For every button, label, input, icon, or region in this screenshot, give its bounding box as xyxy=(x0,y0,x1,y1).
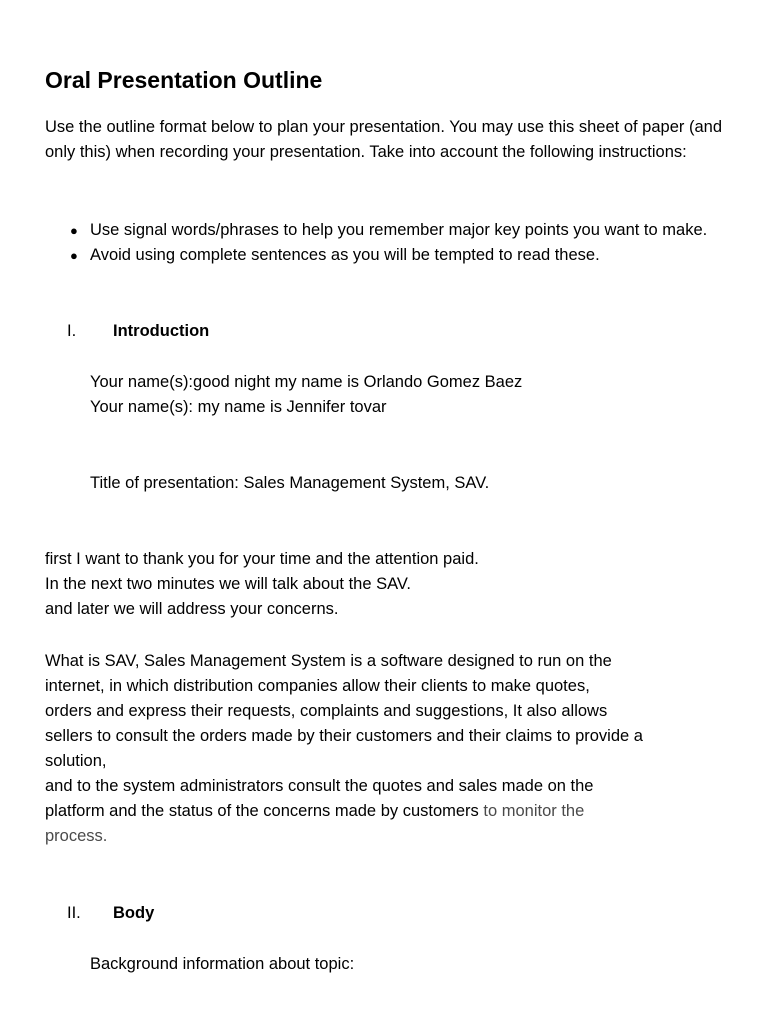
section-heading-body xyxy=(67,901,154,926)
instruction-item xyxy=(70,218,722,243)
background-info-field: Background information about topic: xyxy=(90,955,355,973)
section-title: Introduction xyxy=(113,322,210,340)
instruction-text: Use signal words/phrases to help you remember major key points you want to make. xyxy=(90,221,708,239)
description-muted-text: to monitor the xyxy=(483,802,585,820)
description-line: orders and express their requests, complaints and suggestions, It also allows xyxy=(45,702,608,720)
opening-line: In the next two minutes we will talk about the SAV. xyxy=(45,575,411,593)
bullet-icon: ● xyxy=(70,248,78,263)
name-field-2: Your name(s): my name is Jennifer tovar xyxy=(90,398,387,416)
description-line: process. xyxy=(45,827,108,845)
name-field-1: Your name(s):good night my name is Orlando Gomez Baez xyxy=(90,373,523,391)
description-line xyxy=(45,799,735,824)
instruction-text: Avoid using complete sentences as you will be tempted to read these. xyxy=(90,246,600,264)
description-line: solution, xyxy=(45,752,107,770)
description-text: platform and the status of the concerns made by customers xyxy=(45,802,484,820)
bullet-icon: ● xyxy=(70,223,78,238)
description-line: sellers to consult the orders made by their customers and their claims to provide a xyxy=(45,727,643,745)
sav-description-paragraph xyxy=(45,649,735,849)
instructions-list xyxy=(70,218,722,268)
opening-line: and later we will address your concerns. xyxy=(45,600,339,618)
section-title: Body xyxy=(113,904,155,922)
section-heading-introduction xyxy=(67,319,209,344)
presentation-title-field: Title of presentation: Sales Management System, SAV. xyxy=(90,474,490,492)
section-number: I. xyxy=(67,322,77,340)
description-line: What is SAV, Sales Management System is a software designed to run on the xyxy=(45,652,612,670)
description-line: and to the system administrators consult the quotes and sales made on the xyxy=(45,777,594,795)
instruction-item xyxy=(70,243,722,268)
opening-paragraph xyxy=(45,547,735,622)
intro-paragraph: Use the outline format below to plan your presentation. You may use this sheet of paper (and only this) when recording your presentation. Take into account the following instructions: xyxy=(45,118,722,161)
description-line: internet, in which distribution companies allow their clients to make quotes, xyxy=(45,677,590,695)
document-title: Oral Presentation Outline xyxy=(45,67,323,93)
section-number: II. xyxy=(67,904,81,922)
opening-line: first I want to thank you for your time and the attention paid. xyxy=(45,550,479,568)
